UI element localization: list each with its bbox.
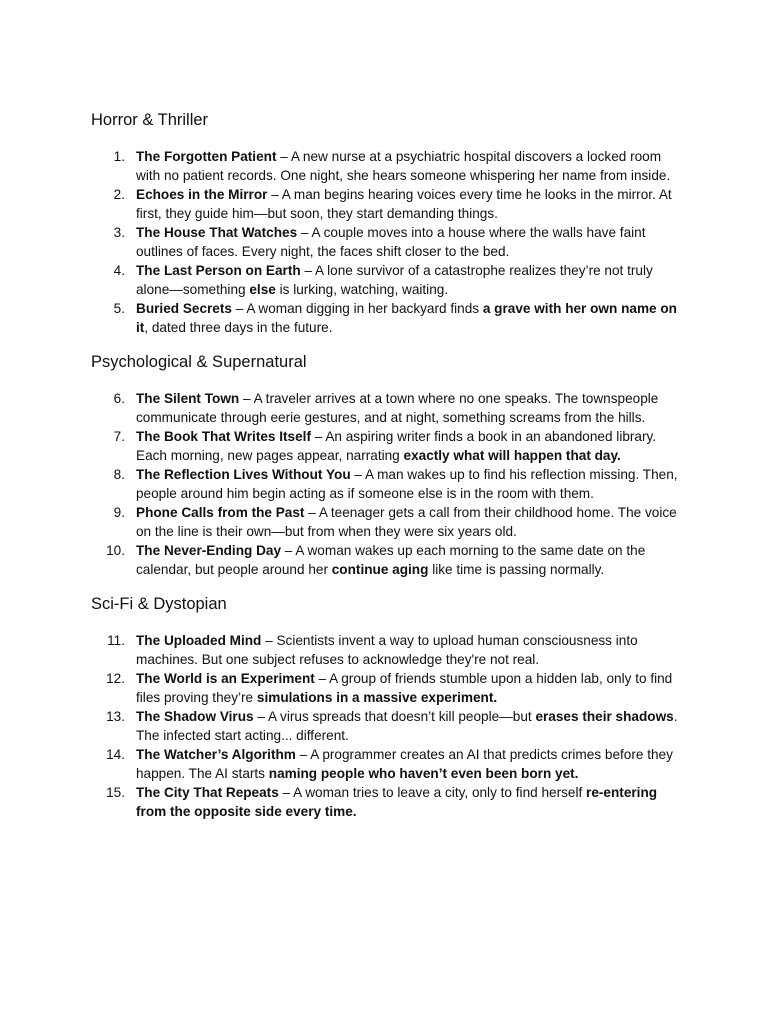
item-number: 8.	[113, 467, 125, 482]
item-title: The Uploaded Mind	[136, 633, 262, 648]
item-title: The Last Person on Earth	[136, 263, 301, 278]
list-item	[91, 185, 680, 223]
item-text: – A man begins hearing voices every time he looks in the mirror. At first, they guide him—but soon, they start demanding things.	[136, 187, 672, 221]
item-text: – A teenager gets a call from their childhood home. The voice on the line is their own—but from when they were six years old.	[136, 505, 677, 539]
item-text: like time is passing normally.	[428, 562, 605, 577]
item-number: 11.	[107, 633, 125, 648]
item-number: 9.	[113, 505, 125, 520]
item-number: 14.	[106, 747, 125, 762]
item-text: – A new nurse at a psychiatric hospital discovers a locked room with no patient records. One night, she hears someone whispering her name from inside.	[136, 149, 671, 183]
list-item	[91, 465, 680, 503]
item-emphasis: exactly what will happen that day.	[403, 448, 621, 463]
list-item	[91, 427, 680, 465]
item-text: – A woman digging in her backyard finds	[231, 301, 483, 316]
item-text: – A lone survivor of a catastrophe realizes they’re not truly alone—something	[136, 263, 653, 297]
item-text: is lurking, watching, waiting.	[275, 282, 449, 297]
item-text: – Scientists invent a way to upload human consciousness into machines. But one subject refuses to acknowledge they're not real.	[136, 633, 638, 667]
item-text: . The infected start acting... different.	[136, 709, 678, 743]
item-text: – A woman tries to leave a city, only to find herself	[278, 785, 587, 800]
item-title: The Shadow Virus	[136, 709, 254, 724]
item-number: 10.	[106, 543, 125, 558]
list-item	[91, 147, 680, 185]
item-title: Buried Secrets	[136, 301, 232, 316]
item-emphasis: erases their shadows	[535, 709, 674, 724]
list-item	[91, 669, 680, 707]
item-number: 4.	[113, 263, 125, 278]
list-item	[91, 631, 680, 669]
story-list	[91, 631, 680, 821]
item-title: The Reflection Lives Without You	[136, 467, 351, 482]
list-item	[91, 541, 680, 579]
item-emphasis: re-entering from the opposite side every time.	[136, 785, 658, 819]
item-number: 7.	[113, 429, 125, 444]
item-title: The World is an Experiment	[136, 671, 315, 686]
item-number: 13.	[106, 709, 125, 724]
item-number: 12.	[106, 671, 125, 686]
list-item	[91, 223, 680, 261]
item-title: Phone Calls from the Past	[136, 505, 305, 520]
list-item	[91, 503, 680, 541]
item-text: – A woman wakes up each morning to the same date on the calendar, but people around her	[136, 543, 646, 577]
list-item	[91, 299, 680, 337]
item-title: The Never-Ending Day	[136, 543, 282, 558]
item-text: – A man wakes up to find his reflection missing. Then, people around him begin acting as if someone else is in the room with them.	[136, 467, 678, 501]
item-title: The Silent Town	[136, 391, 240, 406]
item-number: 6.	[113, 391, 125, 406]
item-number: 5.	[113, 301, 125, 316]
item-text: , dated three days in the future.	[144, 320, 333, 335]
item-text: – An aspiring writer finds a book in an abandoned library. Each morning, new pages appear, narrating	[136, 429, 657, 463]
item-emphasis: simulations in a massive experiment.	[256, 690, 498, 705]
item-text: – A traveler arrives at a town where no one speaks. The townspeople communicate through eerie gestures, and at night, something screams from the hills.	[136, 391, 659, 425]
item-title: The City That Repeats	[136, 785, 279, 800]
item-emphasis: naming people who haven’t even been born yet.	[268, 766, 579, 781]
item-emphasis: else	[249, 282, 276, 297]
item-emphasis: continue aging	[331, 562, 429, 577]
item-number: 3.	[113, 225, 125, 240]
item-number: 15.	[106, 785, 125, 800]
list-item	[91, 261, 680, 299]
item-number: 1.	[113, 149, 125, 164]
section-heading: Horror & Thriller	[91, 111, 209, 129]
item-title: Echoes in the Mirror	[136, 187, 268, 202]
item-number: 2.	[113, 187, 125, 202]
item-emphasis: a grave with her own name on it	[136, 301, 677, 335]
item-title: The Book That Writes Itself	[136, 429, 311, 444]
section-psychological-supernatural	[91, 350, 680, 579]
item-title: The Forgotten Patient	[136, 149, 277, 164]
story-list	[91, 389, 680, 579]
item-text: – A programmer creates an AI that predicts crimes before they happen. The AI starts	[136, 747, 673, 781]
section-scifi-dystopian	[91, 592, 680, 821]
story-list	[91, 147, 680, 337]
item-text: – A couple moves into a house where the walls have faint outlines of faces. Every night, the faces shift closer to the bed.	[136, 225, 646, 259]
section-horror-thriller	[91, 108, 680, 337]
section-heading: Psychological & Supernatural	[91, 353, 307, 371]
item-text: – A group of friends stumble upon a hidden lab, only to find files proving they’re	[136, 671, 673, 705]
list-item	[91, 707, 680, 745]
list-item	[91, 389, 680, 427]
item-title: The Watcher’s Algorithm	[136, 747, 296, 762]
item-title: The House That Watches	[136, 225, 298, 240]
item-text: – A virus spreads that doesn’t kill people—but	[253, 709, 536, 724]
section-heading: Sci-Fi & Dystopian	[91, 595, 227, 613]
list-item	[91, 745, 680, 783]
list-item	[91, 783, 680, 821]
